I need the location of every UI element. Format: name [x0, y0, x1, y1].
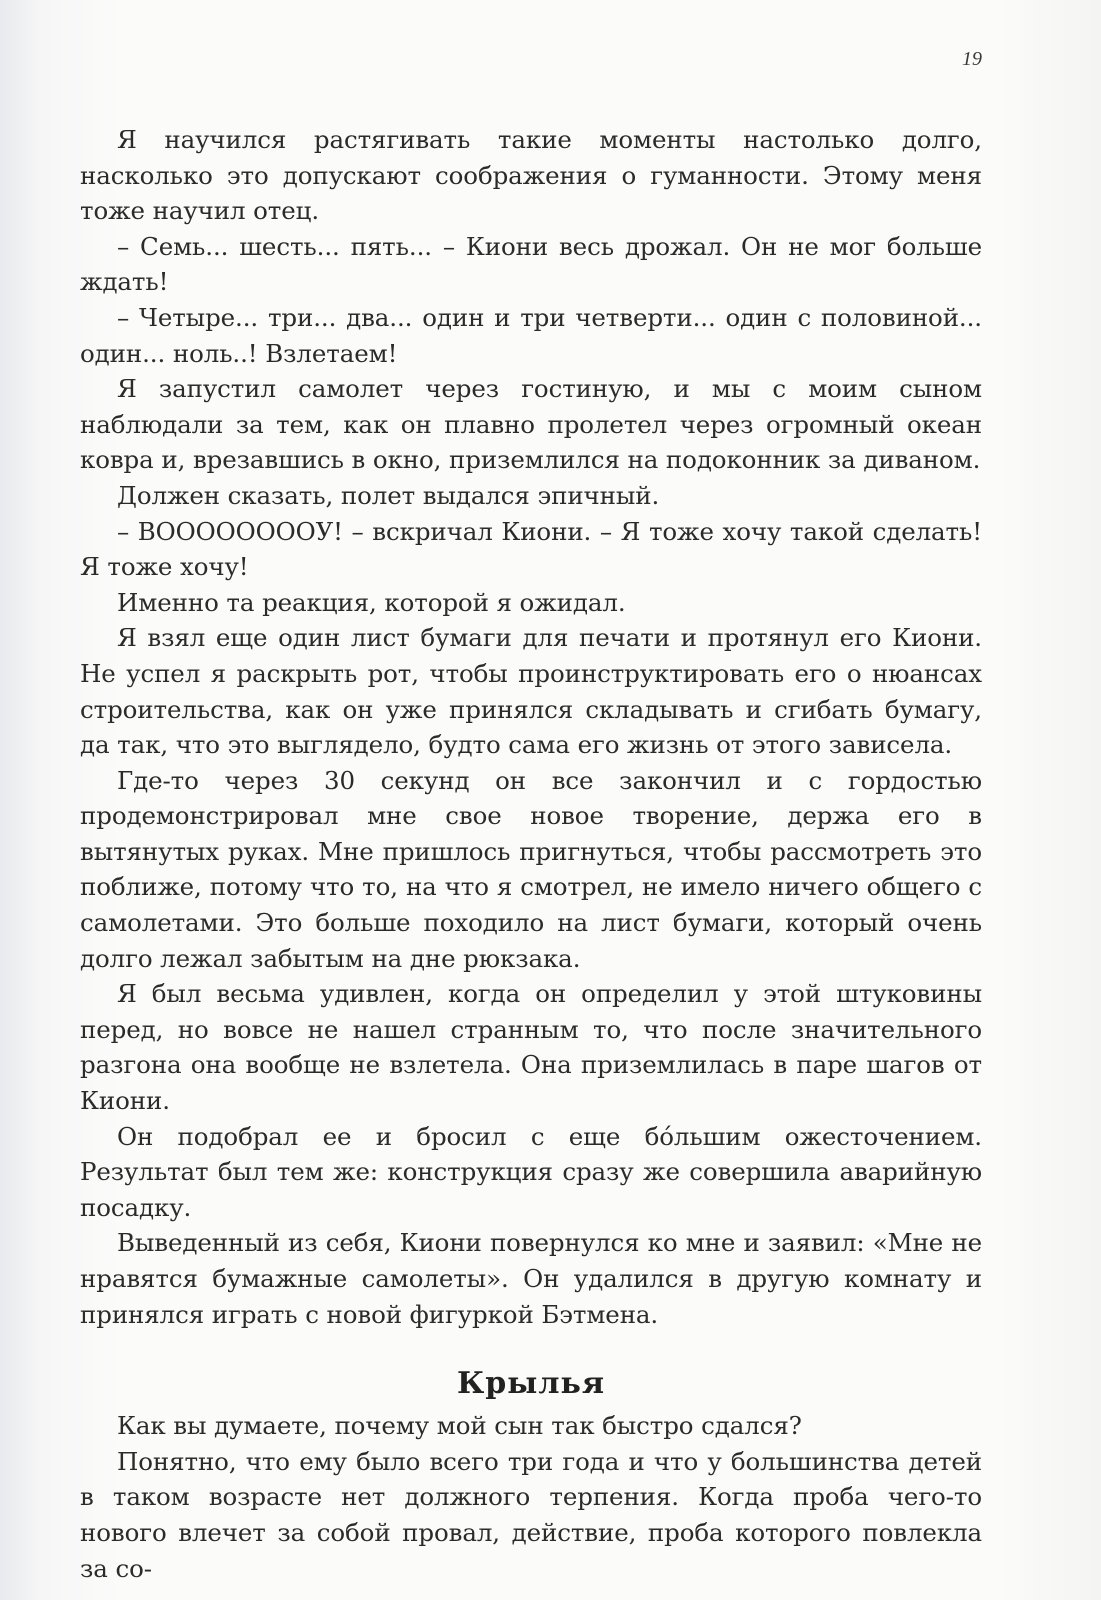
paragraph: Где-то через 30 секунд он все закончил и с гордостью продемонстрировал мне свое новое творение, держа его в вытянутых руках. Мне пришлось пригнуться, чтобы рассмотреть это поближе, потому что то, на что я смотрел, не имело ничего общего с самолетами. Это больше походило на лист бумаги, который очень долго лежал забытым на дне рюкзака. [80, 765, 982, 973]
page-body [80, 122, 982, 1586]
paragraph: – Четыре... три... два... один и три четверти... один с половиной... один... ноль..! Взлетаем! [80, 302, 982, 368]
paragraph: Я был весьма удивлен, когда он определил у этой штуковины перед, но вовсе не нашел странным то, что после значительного разгона она вообще не взлетела. Она приземлилась в паре шагов от Киони. [80, 979, 982, 1116]
paragraph: Именно та реакция, которой я ожидал. [117, 587, 626, 617]
paragraph: Выведенный из себя, Киони повернулся ко мне и заявил: «Мне не нравятся бумажные самолеты». Он удалился в другую комнату и принялся играть с новой фигуркой Бэтмена. [80, 1228, 982, 1329]
section-heading: Крылья [456, 1366, 606, 1402]
paragraph: Он подобрал ее и бросил с еще бо́льшим ожесточением. Результат был тем же: конструкция сразу же совершила аварийную посадку. [80, 1121, 982, 1222]
paragraph: Понятно, что ему было всего три года и что у большинства детей в таком возрасте нет должного терпения. Когда проба чего-то нового влечет за собой провал, действие, проба которого повлекла за со- [80, 1446, 982, 1583]
paragraph: Как вы думаете, почему мой сын так быстро сдался? [117, 1411, 802, 1441]
paragraph: – ВООООООООУ! – вскричал Киони. – Я тоже хочу такой сделать! Я тоже хочу! [80, 516, 982, 582]
paragraph: Я взял еще один лист бумаги для печати и протянул его Киони. Не успел я раскрыть рот, чтобы проинструктировать его о нюансах строительства, как он уже принялся складывать и сгибать бумагу, да так, что это выглядело, будто сама его жизнь от этого зависела. [80, 623, 982, 760]
paragraph: Я научился растягивать такие моменты настолько долго, насколько это допускают соображения о гуманности. Этому меня тоже научил отец. [80, 125, 982, 226]
paragraph: – Семь... шесть... пять... – Киони весь дрожал. Он не мог больше ждать! [80, 231, 982, 297]
paragraph: Я запустил самолет через гостиную, и мы с моим сыном наблюдали за тем, как он плавно пролетел через огромный океан ковра и, врезавшись в окно, приземлился на подоконник за диваном. [80, 374, 982, 475]
page-number: 19 [962, 48, 982, 70]
paragraph: Должен сказать, полет выдался эпичный. [117, 480, 660, 510]
